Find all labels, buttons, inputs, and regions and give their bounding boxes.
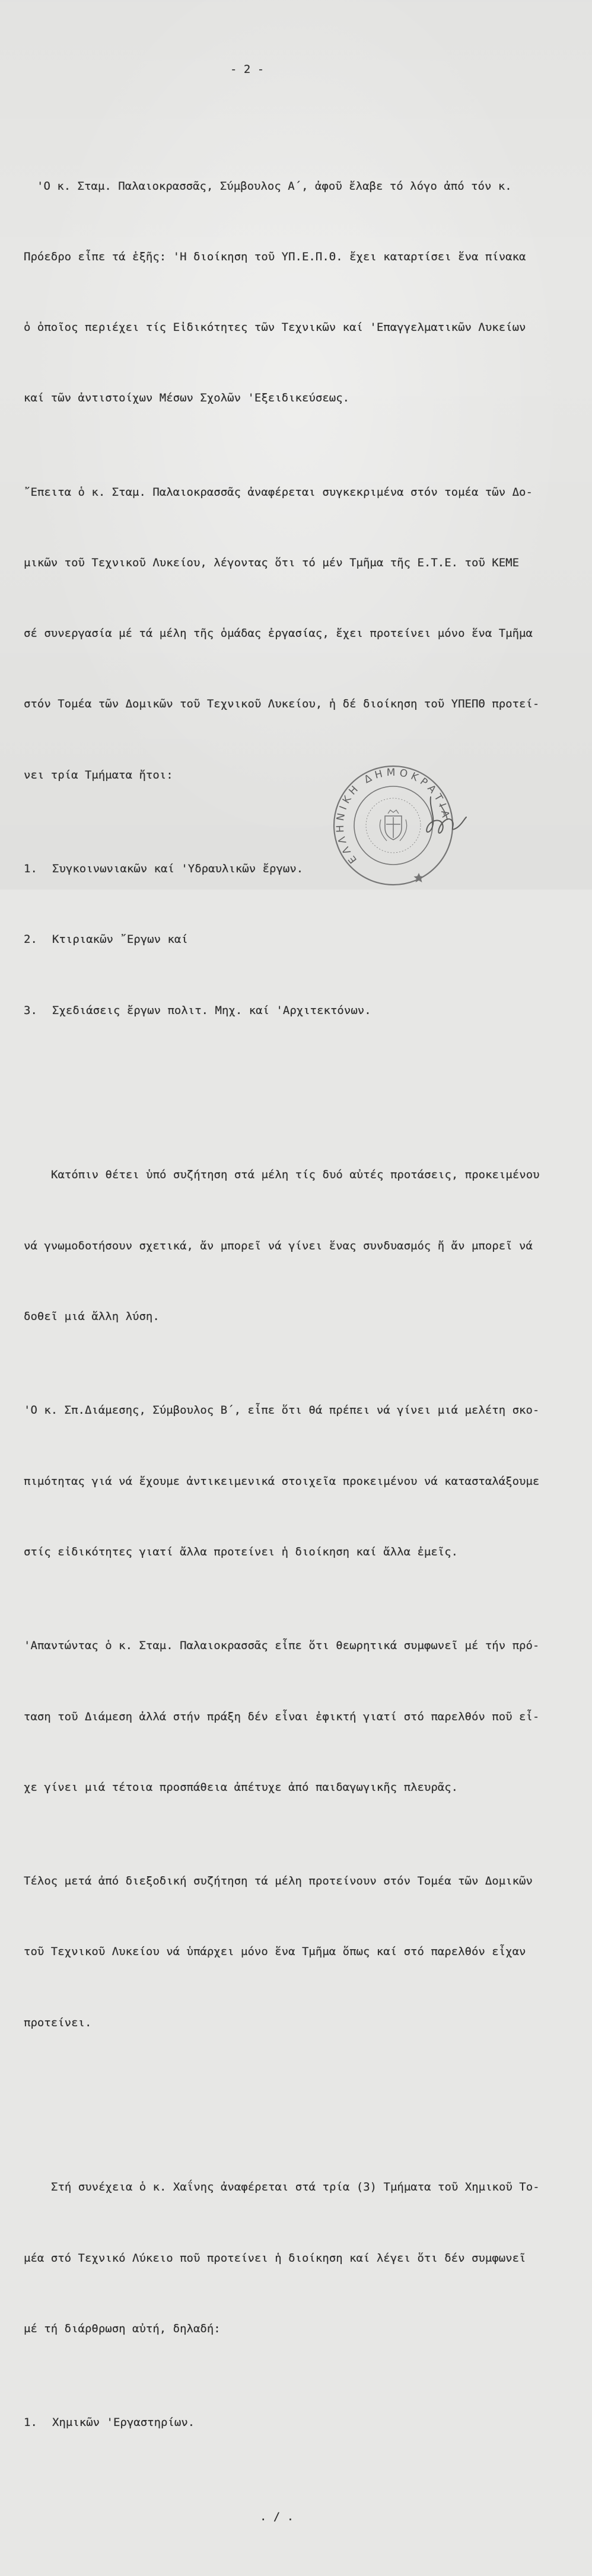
text-line: προτείνει. <box>24 2016 92 2029</box>
list-number: 2. <box>24 933 37 946</box>
blank-line <box>24 1070 558 1093</box>
text-line: τοῦ Τεχνικοῦ Λυκείου νά ὑπάρχει μόνο ἕνα Τμῆμα ὅπως καί στό παρελθόν εἶχαν <box>24 1945 526 1959</box>
coat-of-arms-icon <box>380 810 406 841</box>
text-line: νει τρία Τμήματα ἤτοι: <box>24 768 173 782</box>
list-text: Συγκοινωνιακῶν καί 'Υδραυλικῶν ἔργων. <box>52 862 304 876</box>
text-line: μέα στό Τεχνικό Λύκειο ποῦ προτείνει ἡ διοίκηση καί λέγει ὅτι δέν συμφωνεῖ <box>24 2251 526 2265</box>
text-line: στόν Τομέα τῶν Δομικῶν τοῦ Τεχνικοῦ Λυκείου, ἡ δέ διοίκηση τοῦ ΥΠΕΠΘ προτεί- <box>24 697 540 711</box>
text-line: ὁ ὁποῖος περιέχει τίς Εἰδικότητες τῶν Τεχνικῶν καί 'Επαγγελματικῶν Λυκείων <box>24 321 526 334</box>
text-line: Στή συνέχεια ὁ κ. Χαΐνης ἀναφέρεται στά τρία (3) Τμήματα τοῦ Χημικοῦ Το- <box>51 2180 540 2194</box>
list-item <box>24 928 558 952</box>
text-line: μέ τή διάρθρωση αὐτή, δηλαδή: <box>24 2322 221 2335</box>
page-number: - 2 - <box>230 63 265 76</box>
text-line: ταση τοῦ Διάμεση ἀλλά στήν πράξη δέν εἶναι ἐφικτή γιατί στό παρελθόν ποῦ εἶ- <box>24 1710 540 1723</box>
text-line: νά γνωμοδοτήσουν σχετικά, ἄν μπορεῖ νά γίνει ἕνας συνδυασμός ἤ ἄν μπορεῖ νά <box>24 1239 533 1252</box>
text-line: Κατόπιν θέτει ὑπό συζήτηση στά μέλη τίς δυό αὐτές προτάσεις, προκειμένου <box>51 1168 540 1182</box>
stamp-outer-text-path: ΕΛΛΗΝΙΚΗ ΔΗΜΟΚΡΑΤΙΑ <box>334 766 452 866</box>
list-item <box>24 857 558 881</box>
text-line: ῎Επειτα ὁ κ. Σταμ. Παλαιοκρασσᾶς ἀναφέρεται συγκεκριμένα στόν τομέα τῶν Δο- <box>24 486 533 499</box>
official-stamp <box>330 763 470 888</box>
text-line: καί τῶν ἀντιστοίχων Μέσων Σχολῶν 'Εξειδικεύσεως. <box>24 391 350 405</box>
list-item <box>24 999 558 1023</box>
text-line: δοθεῖ μιά ἄλλη λύση. <box>24 1309 160 1323</box>
text-line: 'Ο κ. Σπ.Διάμεσης, Σύμβουλος Β΄, εἶπε ὅτι θά πρέπει νά γίνει μιά μελέτη σκο- <box>24 1404 540 1417</box>
text-line: στίς εἰδικότητες γιατί ἄλλα προτείνει ἡ διοίκηση καί ἄλλα ἐμεῖς. <box>24 1545 459 1558</box>
list-number: 1. <box>24 2416 37 2430</box>
list-number: 1. <box>24 862 37 876</box>
list-text: Κτιριακῶν ῎Εργων καί <box>52 933 188 946</box>
text-line: Τέλος μετά ἀπό διεξοδική συζήτηση τά μέλη προτείνουν στόν Τομέα τῶν Δομικῶν <box>24 1874 533 1888</box>
continuation-mark: . / . <box>260 2510 294 2524</box>
document-body <box>24 104 558 2576</box>
text-line: σέ συνεργασία μέ τά μέλη τῆς ὁμάδας ἐργασίας, ἔχει προτείνει μόνο ἕνα Τμῆμα <box>24 627 533 640</box>
text-line: 'Ο κ. Σταμ. Παλαιοκρασσᾶς, Σύμβουλος Α΄, ἀφοῦ ἔλαβε τό λόγο ἀπό τόν κ. <box>37 180 512 193</box>
text-line: πιμότητας γιά νά ἔχουμε ἀντικειμενικά στοιχεῖα προκειμένου νά κατασταλάξουμε <box>24 1474 540 1488</box>
list-text: Σχεδιάσεις ἔργων πολιτ. Μηχ. καί 'Αρχιτεκτόνων. <box>52 1003 371 1017</box>
text-line: χε γίνει μιά τέτοια προσπάθεια ἀπέτυχε ἀπό παιδαγωγικῆς πλευρᾶς. <box>24 1780 459 1794</box>
list-item <box>24 2411 558 2435</box>
blank-line <box>24 2082 558 2106</box>
text-line: 'Απαντώντας ὁ κ. Σταμ. Παλαιοκρασσᾶς εἶπε ὅτι θεωρητικά συμφωνεῖ μέ τήν πρό- <box>24 1639 540 1653</box>
list-number: 3. <box>24 1003 37 1017</box>
text-line: μικῶν τοῦ Τεχνικοῦ Λυκείου, λέγοντας ὅτι τό μέν Τμῆμα τῆς Ε.Τ.Ε. τοῦ ΚΕΜΕ <box>24 556 520 570</box>
list-text: Χημικῶν 'Εργαστηρίων. <box>52 2416 195 2430</box>
text-line: Πρόεδρο εἶπε τά ἑξῆς: 'Η διοίκηση τοῦ ΥΠ.Ε.Π.Θ. ἔχει καταρτίσει ἕνα πίνακα <box>24 250 526 264</box>
